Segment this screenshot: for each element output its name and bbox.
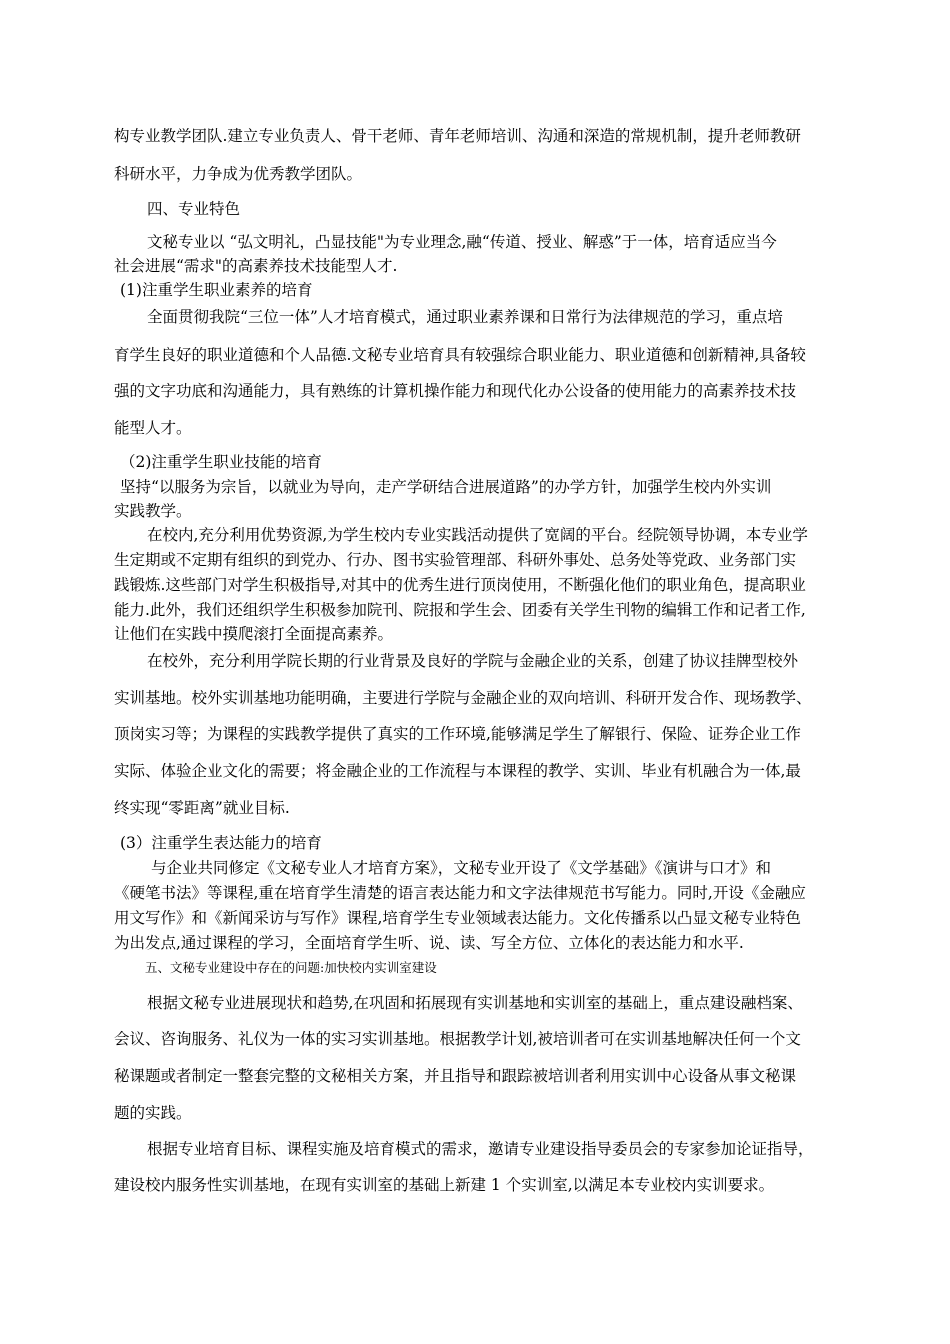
- paragraph-line: 生定期或不定期有组织的到党办、行办、图书实验管理部、科研外事处、总务处等党政、业务部门实: [114, 551, 797, 569]
- paragraph-line: 能力.此外，我们还组织学生积极参加院刊、院报和学生会、团委有关学生刊物的编辑工作和记者工作,: [114, 601, 806, 619]
- paragraph-line: 能型人才。: [114, 419, 192, 437]
- section-heading-4: 四、专业特色: [147, 200, 241, 218]
- paragraph-line: 构专业教学团队.建立专业负责人、骨干老师、青年老师培训、沟通和深造的常规机制，提升老师教研: [114, 127, 801, 145]
- paragraph-line: 强的文字功底和沟通能力，具有熟练的计算机操作能力和现代化办公设备的使用能力的高素养技术技: [114, 382, 797, 400]
- paragraph-line: 用文写作》和《新闻采访与写作》课程,培育学生专业领域表达能力。文化传播系以凸显文秘专业特色: [114, 909, 801, 927]
- paragraph-line: 实训基地。校外实训基地功能明确，主要进行学院与金融企业的双向培训、科研开发合作、现场教学、: [114, 689, 812, 707]
- paragraph-line: 科研水平，力争成为优秀教学团队。: [114, 165, 363, 183]
- paragraph-line: 践锻炼.这些部门对学生积极指导,对其中的优秀生进行顶岗使用，不断强化他们的职业角色，提高职业: [114, 576, 806, 594]
- paragraph-line: 与企业共同修定《文秘专业人才培育方案》，文秘专业开设了《文学基础》《演讲与口才》和: [151, 859, 772, 877]
- paragraph-line: 文秘专业以 “弘文明礼，凸显技能"为专业理念,融“传道、授业、解惑”于一体，培育适应当今: [147, 233, 777, 251]
- section-heading-5: 五、文秘专业建设中存在的问题:加快校内实训室建设: [145, 960, 437, 975]
- paragraph-line: 全面贯彻我院“三位一体”人才培育模式，通过职业素养课和日常行为法律规范的学习，重点培: [147, 308, 783, 326]
- paragraph-line: 育学生良好的职业道德和个人品德.文秘专业培育具有较强综合职业能力、职业道德和创新精神,具备较: [114, 346, 806, 364]
- paragraph-line: 顶岗实习等；为课程的实践教学提供了真实的工作环境,能够满足学生了解银行、保险、证券企业工作: [114, 725, 801, 743]
- paragraph-line: 坚持“以服务为宗旨，以就业为导向，走产学研结合进展道路”的办学方针，加强学生校内外实训: [120, 478, 772, 496]
- paragraph-line: 根据专业培育目标、课程实施及培育模式的需求，邀请专业建设指导委员会的专家参加论证指导，: [147, 1140, 814, 1158]
- paragraph-line: 在校内,充分利用优势资源,为学生校内专业实践活动提供了宽阔的平台。经院领导协调，本专业学: [147, 526, 808, 544]
- paragraph-line: 会议、咨询服务、礼仪为一体的实习实训基地。根据教学计划,被培训者可在实训基地解决任何一个文: [114, 1030, 801, 1048]
- paragraph-line: 终实现“零距离”就业目标.: [114, 799, 290, 817]
- paragraph-line: 秘课题或者制定一整套完整的文秘相关方案，并且指导和跟踪被培训者利用实训中心设备从事文秘课: [114, 1067, 797, 1085]
- paragraph-line: 为出发点,通过课程的学习，全面培育学生听、说、读、写全方位、立体化的表达能力和水平.: [114, 934, 744, 952]
- paragraph-line: 建设校内服务性实训基地，在现有实训室的基础上新建 1 个实训室,以满足本专业校内实训要求。: [114, 1176, 775, 1194]
- subheading-3: (3）注重学生表达能力的培育: [120, 834, 322, 852]
- paragraph-line: 让他们在实践中摸爬滚打全面提高素养。: [114, 625, 394, 643]
- subheading-2: （2)注重学生职业技能的培育: [120, 453, 322, 471]
- paragraph-line: 实际、体验企业文化的需要；将金融企业的工作流程与本课程的教学、实训、毕业有机融合为一体,最: [114, 762, 801, 780]
- paragraph-line: 题的实践。: [114, 1104, 192, 1122]
- paragraph-line: 根据文秘专业进展现状和趋势,在巩固和拓展现有实训基地和实训室的基础上，重点建设融档案、: [147, 994, 803, 1012]
- paragraph-line: 社会进展“需求"的高素养技术技能型人才.: [114, 257, 398, 275]
- paragraph-line: 在校外，充分利用学院长期的行业背景及良好的学院与金融企业的关系，创建了协议挂牌型校外: [147, 652, 799, 670]
- subheading-1: (1)注重学生职业素养的培育: [120, 281, 313, 299]
- paragraph-line: 实践教学。: [114, 502, 192, 520]
- paragraph-line: 《硬笔书法》等课程,重在培育学生清楚的语言表达能力和文字法律规范书写能力。同时,开设《金融应: [114, 884, 806, 902]
